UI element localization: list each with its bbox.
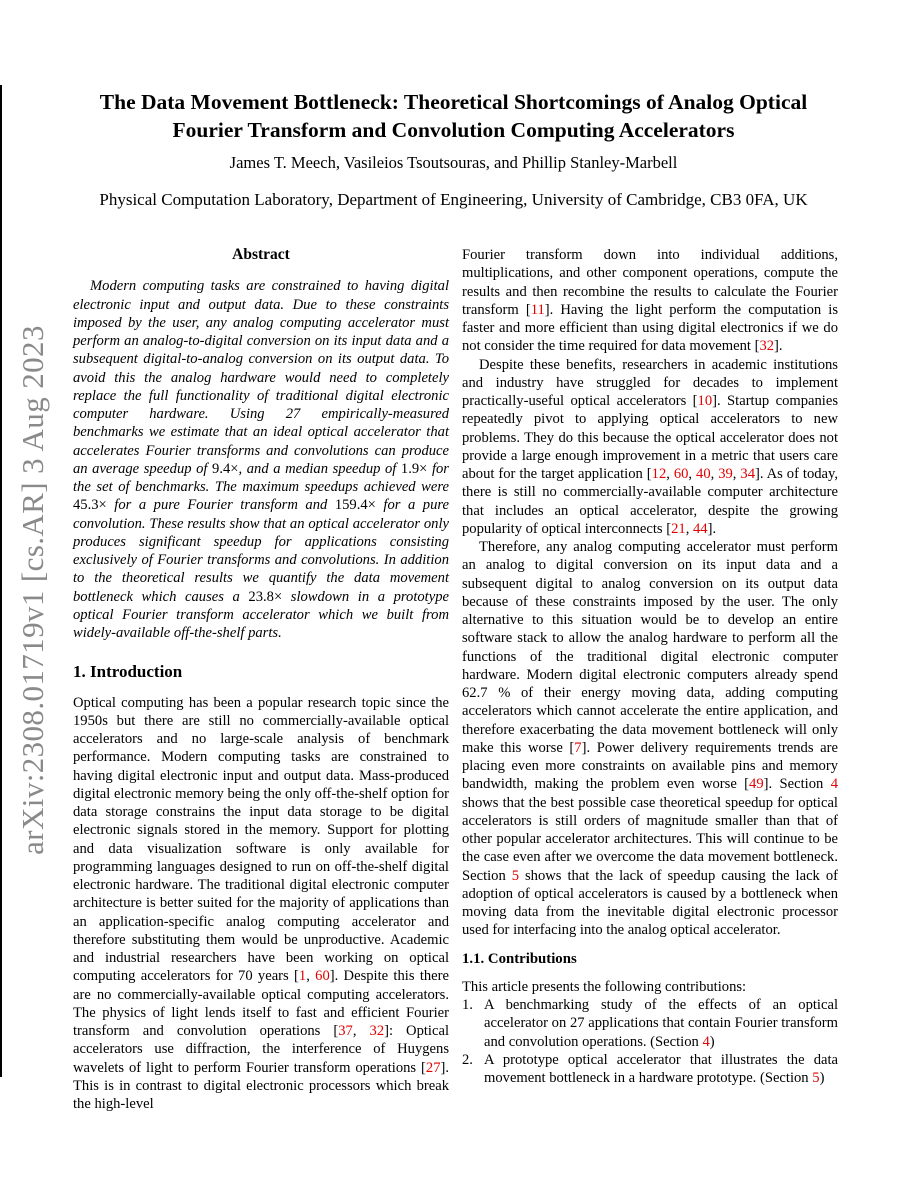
citation-link[interactable]: 1 [298, 968, 307, 985]
citation-link[interactable]: 39 [718, 466, 733, 482]
citation-link[interactable]: 11 [530, 301, 545, 318]
list-item-text: A benchmarking study of the effects of an optical accelerator on 27 applications that contain Fourier transform and convolution operations. (Section 4) [484, 997, 838, 1050]
citation-link[interactable]: 5 [812, 1070, 820, 1086]
left-column [73, 246, 449, 1113]
citation-link[interactable]: 44 [693, 520, 708, 537]
author-list: James T. Meech, Vasileios Tsoutsouras, and Phillip Stanley-Marbell [229, 153, 678, 172]
arxiv-stamp: arXiv:2308.01719v1 [cs.AR] 3 Aug 2023 [15, 325, 50, 855]
contributions-list [462, 996, 838, 1087]
subsection-heading-contributions: 1.1. Contributions [462, 950, 577, 967]
paper-title [0, 88, 907, 144]
citation-link[interactable]: 34 [740, 466, 755, 482]
page-edge-line [0, 85, 2, 1077]
paper-title-line1: The Data Movement Bottleneck: Theoretical Shortcomings of Analog Optical [99, 90, 808, 114]
paper-title-line2: Fourier Transform and Convolution Computing Accelerators [172, 118, 735, 142]
abstract-heading: Abstract [232, 246, 290, 263]
list-item-number: 2. [462, 1051, 473, 1068]
citation-link[interactable]: 60 [673, 466, 689, 482]
citation-link[interactable]: 49 [749, 776, 764, 793]
citation-link[interactable]: 4 [830, 776, 838, 793]
citation-link[interactable]: 32 [759, 338, 775, 355]
citation-link[interactable]: 7 [574, 739, 582, 756]
citation-link[interactable]: 27 [425, 1059, 441, 1076]
citation-link[interactable]: 60 [315, 968, 330, 985]
list-item [462, 1051, 838, 1088]
intro-paragraph: Optical computing has been a popular research topic since the 1950s but there are still no commercially-available optical accelerators and no large-scale analysis of benchmark performance. Modern computing tasks are constrained to having digital electronic input and output data. Mass-produced digital electronic memory being the only off-the-shelf option for data storage constrains the input data storage to be digital electronic signals stored in the memory. Support for plotting and data visualization software is only available for programming languages designed to run on off-the-shelf digital electronic hardware. The traditional digital electronic computer architecture is better suited for the majority of applications than an application-specific analog computing accelerator and therefore substituting them would be unproductive. Academic and industrial researchers have been working on optical computing accelerators for 70 years [1, 60]. Despite this there are no commercially-available optical computing accelerators. The physics of light lends itself to fast and efficient Fourier transform and convolution operations [37, 32]: Optical accelerators use diffraction, the interference of Huygens wavelets of light to perform Fourier transform operations [27]. This is in contrast to digital electronic processors which break the high-level [73, 694, 449, 1112]
list-item [462, 996, 838, 1051]
citation-link[interactable]: 37 [338, 1023, 353, 1039]
list-item-text: A prototype optical accelerator that illustrates the data movement bottleneck in a hardware prototype. (Section 5) [484, 1051, 838, 1086]
citation-link[interactable]: 4 [702, 1033, 710, 1050]
list-item-number: 1. [462, 997, 473, 1013]
citation-link[interactable]: 21 [671, 520, 686, 537]
body-paragraph: Fourier transform down into individual additions, multiplications, and other component operations, compute the results and then recombine the results to calculate the Fourier transform [11]. Having the light perform the computation is faster and more efficient than using digital electronics if we do not consider the time required for data movement [32]. [462, 247, 838, 355]
body-paragraph: Therefore, any analog computing accelerator must perform an analog to digital conversion on its input data and a subsequent digital to analog conversion on its output data because of these constraints imposed by the user. The only alternative to this situation would be to develop an entire software stack to allow the analog hardware to perform all the functions of the traditional digital electronic computer hardware. Modern digital electronic computers already spend 62.7 % of their energy moving data, adding computing accelerators which cannot accelerate the entire application, and therefore exacerbating the data movement bottleneck will only make this worse [7]. Power delivery requirements trends are placing even more constraints on available pins and memory bandwidth, making the problem even worse [49]. Section 4 shows that the best possible case theoretical speedup for optical accelerators is still orders of magnitude smaller than that of other popular accelerator architectures. This will continue to be the case even after we overcome the data movement bottleneck. Section 5 shows that the lack of speedup causing the lack of adoption of optical accelerators is caused by a bottleneck when moving data from the inevitable digital electronic processor used for interfacing into the analog optical accelerator. [462, 539, 838, 939]
citation-link[interactable]: 5 [511, 867, 520, 884]
contributions-intro: This article presents the following contributions: [462, 978, 747, 995]
citation-link[interactable]: 12 [651, 466, 667, 482]
section-heading-introduction: 1. Introduction [73, 662, 183, 682]
abstract-text: Modern computing tasks are constrained to having digital electronic input and output data. Due to these constraints imposed by the user, any analog computing accelerator must perform an analog-to-digital conversion on its input data and a subsequent digital-to-analog conversion on its output data. To avoid this the analog hardware would need to completely replace the full functionality of traditional digital electronic computer hardware. Using 27 empirically-measured benchmarks we estimate that an ideal optical accelerator that accelerates Fourier transforms and convolutions can produce an average speedup of 9.4×, and a median speedup of 1.9× for the set of benchmarks. The maximum speedups achieved were 45.3× for a pure Fourier transform and 159.4× for a pure convolution. These results show that an optical accelerator only produces significant speedup for applications consisting exclusively of Fourier transforms and convolutions. In addition to the theoretical results we quantify the data movement bottleneck which causes a 23.8× slowdown in a prototype optical Fourier transform accelerator which we built from widely-available off-the-shelf parts. [73, 278, 449, 641]
citation-link[interactable]: 40 [696, 466, 711, 482]
body-paragraph: Despite these benefits, researchers in academic institutions and industry have struggled for decades to implement practically-useful optical accelerators [10]. Startup companies repeatedly pivot to applying optical accelerators to new problems. They do this because the optical accelerator does not provide a large enough improvement in a metric that users care about for the target application [12, 60, 40, 39, 34]. As of today, there is still no commercially-available computer architecture that includes an optical accelerator, despite the growing popularity of optical interconnects [21, 44]. [462, 356, 839, 537]
citation-link[interactable]: 10 [697, 393, 713, 409]
affiliation: Physical Computation Laboratory, Department of Engineering, University of Cambridge, CB3 0FA, UK [99, 190, 808, 209]
right-column [462, 246, 838, 1087]
citation-link[interactable]: 32 [369, 1023, 385, 1039]
